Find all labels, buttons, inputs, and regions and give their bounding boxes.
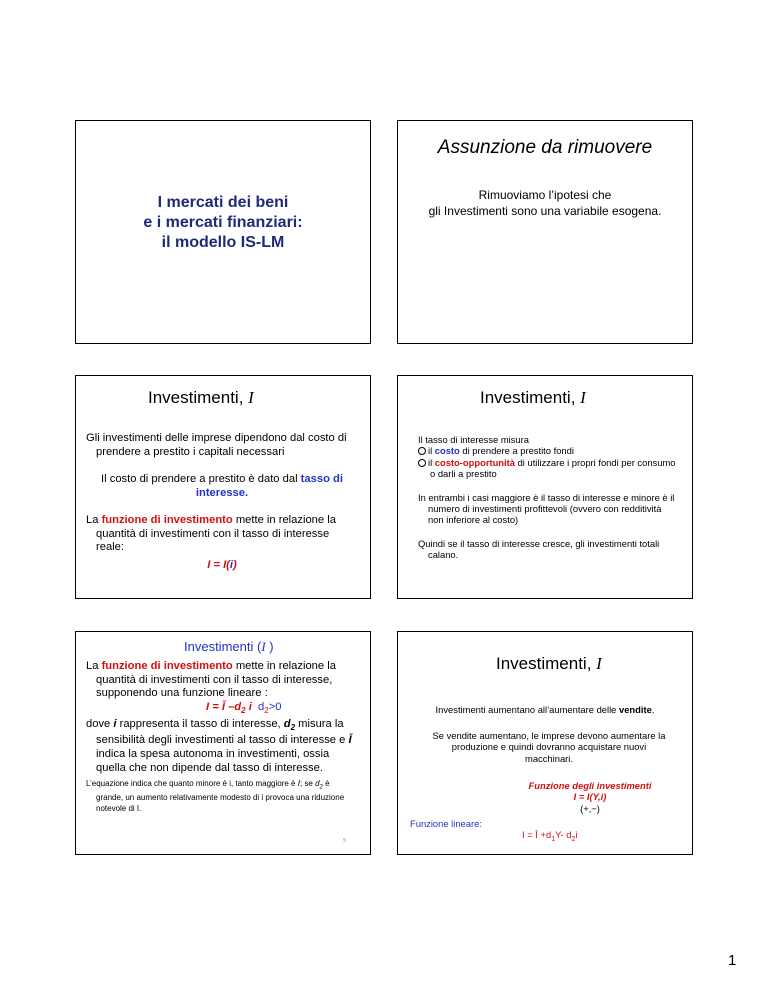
- paragraph-3: Quindi se il tasso di interesse cresce, gli investimenti totali calano.: [418, 537, 660, 561]
- title-symbol: I: [580, 388, 586, 407]
- paragraph-3: La funzione di investimento mette in relazione la quantità di investimenti con il tasso di interesse reale:: [86, 514, 336, 553]
- title-text: Investimenti,: [148, 388, 249, 407]
- slide-number: 5: [343, 838, 346, 844]
- linear-formula: I = Ī $+d_1Y-$ $d_2i$: [522, 829, 578, 843]
- title-line-3: il modello IS-LM: [161, 234, 285, 251]
- linear-label: Funzione lineare:: [410, 818, 482, 829]
- bullet-2: il costo-opportunità di utilizzare i propri fondi per consumo o darli a prestito: [418, 457, 676, 480]
- page-number: 1: [728, 952, 737, 969]
- title-text: Investimenti,: [480, 388, 581, 407]
- bullet-1: il costo di prendere a prestito fondi: [418, 445, 676, 456]
- body-line-1: Rimuoviamo l’ipotesi che: [478, 188, 612, 202]
- function-title: Funzione degli investimenti: [528, 780, 652, 791]
- body-line-2: gli Investimenti sono una variabile esogena.: [428, 204, 662, 218]
- circle-bullet-icon: [418, 447, 426, 455]
- paragraph-2: Se vendite aumentano, le imprese devono aumentare la produzione e quindi dovranno acquistare nuovi macchinari.: [432, 730, 666, 764]
- highlight-tasso: tasso di interesse.: [195, 473, 343, 499]
- title-symbol: I: [248, 388, 254, 407]
- slide-5: [75, 631, 371, 855]
- title-symbol: I: [261, 639, 266, 654]
- slide-1: [75, 120, 371, 344]
- paragraph-2: Il costo di prendere a prestito è dato dal tasso di interesse.: [101, 473, 343, 499]
- slide-1-title: [76, 193, 370, 253]
- circle-bullet-icon: [418, 459, 426, 467]
- formula-I: I = I(i): [207, 558, 237, 571]
- paragraph-1: La funzione di investimento mette in relazione la quantità di investimenti con il tasso di interesse, supponendo una funzione lineare :: [86, 660, 336, 700]
- slide-6: [397, 631, 693, 855]
- intro-text: Il tasso di interesse misura: [418, 434, 529, 445]
- slide-4: [397, 375, 693, 599]
- paragraph-1: Gli investimenti delle imprese dipendono dal costo di prendere a prestito i capitali necessari: [86, 432, 347, 458]
- title-line-2: e i mercati finanziari:: [143, 214, 303, 231]
- title-symbol: I: [596, 654, 602, 673]
- slide-2-body: [398, 187, 692, 219]
- paragraph-1: Investimenti aumentano all’aumentare delle vendite.: [435, 704, 655, 715]
- formula-linear: I = Ī $-d_2$ i $d_2>0$: [206, 700, 282, 716]
- function-signs: (+,−): [580, 802, 600, 814]
- function-formula: I = I(Y,i): [573, 791, 607, 803]
- slide-3-body: [86, 432, 358, 572]
- slide-5-title: Investimenti (I ): [184, 639, 274, 654]
- slide-5-body: [86, 660, 356, 814]
- slide-2: [397, 120, 693, 344]
- slide-4-title: [480, 388, 586, 408]
- slide-6-title: [496, 654, 602, 674]
- slide-2-title: Assunzione da rimuovere: [437, 137, 653, 158]
- function-block: [488, 780, 692, 814]
- highlight-funzione: funzione di investimento: [101, 514, 233, 526]
- paragraph-2: dove i rappresenta il tasso di interesse, $d_2$ misura la sensibilità degli investimenti al tasso di interesse e Ī indica la spesa autonoma in investimenti, ossia quella che non dipende dal tasso di interesse.: [86, 717, 352, 774]
- slide-4-body: [418, 434, 676, 561]
- slide-3-title: [148, 388, 254, 408]
- title-text: Investimenti,: [496, 654, 597, 673]
- footnote: L’equazione indica che quanto minore è i, tanto maggiore è I; se $d_2$ è grande, un aumento relativamente modesto di i provoca una riduzione notevole di I.: [86, 779, 345, 813]
- slide-3: [75, 375, 371, 599]
- title-line-1: I mercati dei beni: [157, 194, 289, 211]
- paragraph-2: In entrambi i casi maggiore è il tasso di interesse e minore è il numero di investimenti profittevoli (ovvero con redditività non inferiore al costo): [418, 491, 675, 526]
